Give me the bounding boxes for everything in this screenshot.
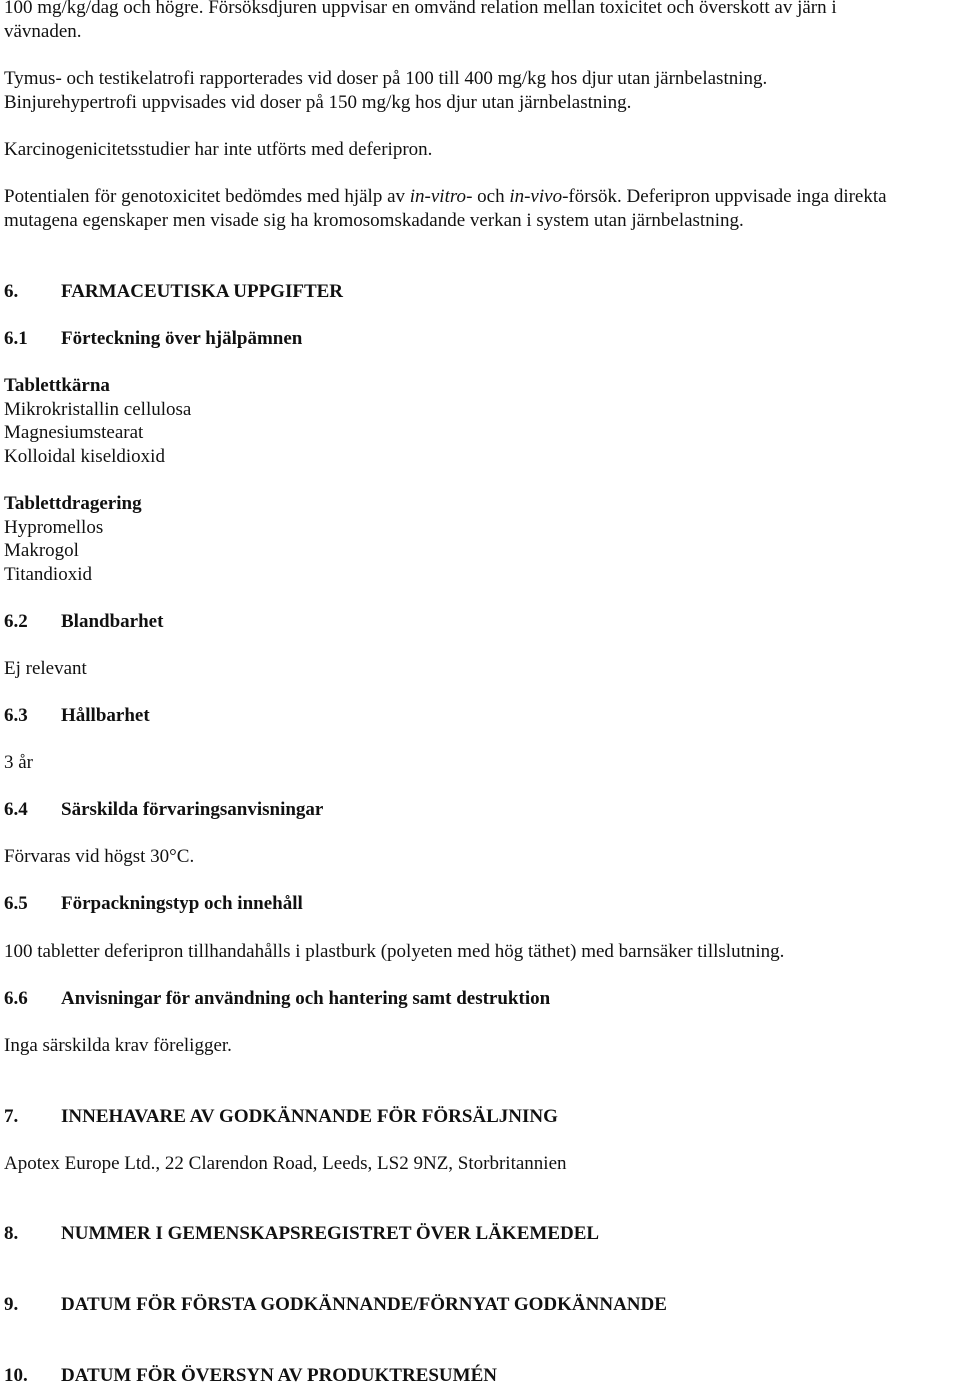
section-number: 8. xyxy=(4,1223,19,1244)
section-6-3-text: 3 år xyxy=(4,752,34,773)
section-6-5-text: 100 tabletter deferipron tillhandahålls i plastburk (polyeten med hög täthet) med barnsäker tillslutning. xyxy=(4,941,785,962)
excipient-item: Magnesiumstearat xyxy=(4,422,144,443)
section-10-heading xyxy=(4,1364,497,1387)
genotox-text-line-2: mutagena egenskaper men visade sig ha kromosomskadande verkan i system utan järnbelastning. xyxy=(4,210,744,231)
section-title: Hållbarhet xyxy=(61,705,150,726)
section-6-heading xyxy=(4,280,343,303)
tablet-coating-heading: Tablettdragering xyxy=(4,493,142,514)
tablet-core-heading: Tablettkärna xyxy=(4,375,110,396)
section-6-2-heading xyxy=(4,610,163,633)
genotox-in-vivo: in-vivo xyxy=(509,186,563,207)
section-number: 6.4 xyxy=(4,799,28,820)
genotox-text-part: -försök. Deferipron uppvisade inga direkta xyxy=(562,186,887,207)
intro-text-line-1: 100 mg/kg/dag och högre. Försöksdjuren uppvisar en omvänd relation mellan toxicitet och överskott av järn i xyxy=(4,0,837,18)
section-number: 10. xyxy=(4,1365,28,1386)
section-number: 9. xyxy=(4,1294,19,1315)
section-6-3-heading xyxy=(4,704,150,727)
section-6-6-text: Inga särskilda krav föreligger. xyxy=(4,1035,232,1056)
genotox-in-vitro: in-vitro xyxy=(409,186,467,207)
section-title: Anvisningar för användning och hantering samt destruktion xyxy=(61,988,551,1009)
excipient-item: Mikrokristallin cellulosa xyxy=(4,399,192,420)
section-title: Förpackningstyp och innehåll xyxy=(61,893,303,914)
section-number: 6.2 xyxy=(4,611,28,632)
section-number: 6.3 xyxy=(4,705,28,726)
section-title: FARMACEUTISKA UPPGIFTER xyxy=(61,281,344,302)
section-number: 6.5 xyxy=(4,893,28,914)
section-6-5-heading xyxy=(4,892,303,915)
section-title: DATUM FÖR FÖRSTA GODKÄNNANDE/FÖRNYAT GODKÄNNANDE xyxy=(61,1294,667,1315)
genotox-text-part: - och xyxy=(466,186,510,207)
excipient-item: Kolloidal kiseldioxid xyxy=(4,446,165,467)
section-title: Förteckning över hjälpämnen xyxy=(61,328,303,349)
section-7-text: Apotex Europe Ltd., 22 Clarendon Road, Leeds, LS2 9NZ, Storbritannien xyxy=(4,1153,567,1174)
section-6-4-heading xyxy=(4,798,323,821)
section-number: 7. xyxy=(4,1106,19,1127)
section-6-1-heading xyxy=(4,327,302,350)
section-8-heading xyxy=(4,1222,599,1245)
section-6-2-text: Ej relevant xyxy=(4,658,87,679)
carcinogenicity-text: Karcinogenicitetsstudier har inte utförts med deferipron. xyxy=(4,139,433,160)
section-title: Särskilda förvaringsanvisningar xyxy=(61,799,324,820)
excipient-item: Titandioxid xyxy=(4,564,92,585)
atrophy-text-line-2: Binjurehypertrofi uppvisades vid doser på 150 mg/kg hos djur utan järnbelastning. xyxy=(4,92,632,113)
excipient-item: Makrogol xyxy=(4,540,79,561)
section-9-heading xyxy=(4,1293,667,1316)
section-number: 6.6 xyxy=(4,988,28,1009)
section-number: 6.1 xyxy=(4,328,28,349)
section-title: DATUM FÖR ÖVERSYN AV PRODUKTRESUMÉN xyxy=(61,1365,497,1386)
section-number: 6. xyxy=(4,281,19,302)
section-title: NUMMER I GEMENSKAPSREGISTRET ÖVER LÄKEMEDEL xyxy=(61,1223,600,1244)
section-title: INNEHAVARE AV GODKÄNNANDE FÖR FÖRSÄLJNING xyxy=(61,1106,558,1127)
atrophy-text-line-1: Tymus- och testikelatrofi rapporterades vid doser på 100 till 400 mg/kg hos djur utan järnbelastning. xyxy=(4,68,768,89)
section-6-6-heading xyxy=(4,987,550,1010)
excipient-item: Hypromellos xyxy=(4,517,104,538)
section-7-heading xyxy=(4,1105,558,1128)
section-6-4-text: Förvaras vid högst 30°C. xyxy=(4,846,195,867)
genotox-text-part: Potentialen för genotoxicitet bedömdes med hjälp av xyxy=(4,186,410,207)
intro-text-line-2: vävnaden. xyxy=(4,21,82,42)
section-title: Blandbarhet xyxy=(61,611,164,632)
genotox-text-line-1 xyxy=(4,185,887,208)
